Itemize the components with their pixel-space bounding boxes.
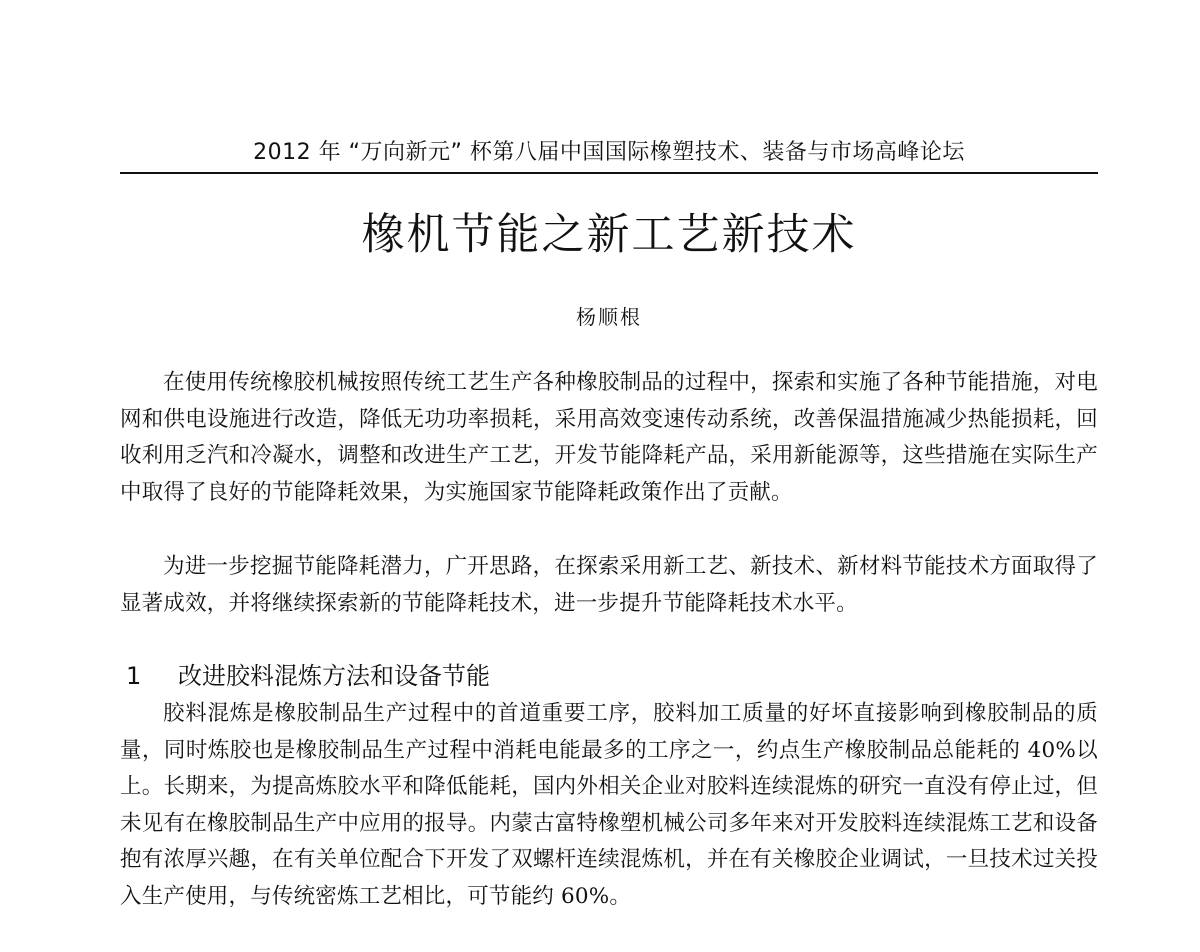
running-header: 2012 年 “万向新元” 杯第八届中国国际橡塑技术、装备与市场高峰论坛	[253, 140, 965, 165]
intro-paragraph-1	[120, 365, 1098, 511]
paragraph-text: 在使用传统橡胶机械按照传统工艺生产各种橡胶制品的过程中，探索和实施了各种节能措施，对电网和供电设施进行改造，降低无功功率损耗，采用高效变速传动系统，改善保温措施减少热能损耗，回收利用乏汽和冷凝水，调整和改进生产工艺，开发节能降耗产品，采用新能源等，这些措施在实际生产中取得了良好的节能降耗效果，为实施国家节能降耗政策作出了贡献。	[120, 370, 1098, 505]
section-heading	[120, 659, 1098, 693]
section-number: 1	[126, 662, 142, 690]
paragraph-text: 胶料混炼是橡胶制品生产过程中的首道重要工序，胶料加工质量的好坏直接影响到橡胶制品的质量，同时炼胶也是橡胶制品生产过程中消耗电能最多的工序之一，约点生产橡胶制品总能耗的 40%以上。长期来，为提高炼胶水平和降低能耗，国内外相关企业对胶料连续混炼的研究一直没有停止过，但未见有在橡胶制品生产中应用的报导。内蒙古富特橡塑机械公司多年来对开发胶料连续混炼工艺和设备抱有浓厚兴趣，在有关单位配合下开发了双螺杆连续混炼机，并在有关橡胶企业调试，一旦技术过关投入生产使用，与传统密炼工艺相比，可节能约 60%。	[120, 701, 1098, 909]
section-1-paragraph	[120, 696, 1098, 915]
section-title: 改进胶料混炼方法和设备节能	[178, 662, 490, 690]
header-rule	[120, 172, 1098, 174]
paragraph-text: 为进一步挖掘节能降耗潜力，广开思路，在探索采用新工艺、新技术、新材料节能技术方面取得了显著成效，并将继续探索新的节能降耗技术，进一步提升节能降耗技术水平。	[120, 554, 1098, 616]
author-name: 杨顺根	[576, 305, 642, 329]
paper-title: 橡机节能之新工艺新技术	[361, 210, 857, 260]
intro-paragraph-2	[120, 549, 1098, 622]
